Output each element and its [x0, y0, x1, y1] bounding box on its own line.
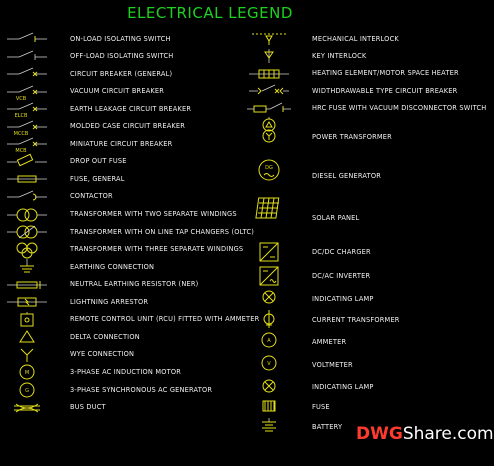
synchronous-generator-icon: [2, 381, 52, 398]
legend-item: [244, 354, 353, 376]
legend-item: [244, 47, 366, 64]
symbol-tag: MCCB: [13, 130, 29, 137]
legend-item: [2, 206, 237, 223]
legend-item: [244, 65, 459, 82]
symbol-tag: DG: [265, 165, 273, 172]
legend-item-label: DELTA CONNECTION: [70, 332, 140, 341]
legend-item-label: BUS DUCT: [70, 403, 106, 412]
off-load-isolating-switch-icon: [2, 48, 52, 65]
legend-item-label: 3-PHASE SYNCHRONOUS AC GENERATOR: [70, 385, 213, 394]
legend-item: [2, 381, 212, 398]
legend-item: [244, 30, 399, 47]
power-transformer-icon: [244, 117, 294, 157]
legend-item: [244, 288, 374, 310]
legend-item: [2, 293, 148, 310]
earth-leakage-breaker-icon: [2, 100, 52, 120]
legend-item-label: HEATING ELEMENT/MOTOR SPACE HEATER: [312, 69, 459, 78]
vacuum-circuit-breaker-icon: [2, 83, 52, 100]
legend-item-label: FUSE: [312, 403, 330, 411]
withdrawable-breaker-icon: [244, 82, 294, 99]
symbol-tag: MCB: [15, 148, 27, 155]
legend-item-label: CIRCUIT BREAKER (GENERAL): [70, 69, 173, 78]
contactor-icon: [2, 188, 52, 205]
legend-item: [244, 240, 371, 263]
legend-item: [2, 170, 125, 187]
legend-item-label: DROP OUT FUSE: [70, 157, 127, 166]
indicating-lamp-icon: [244, 377, 294, 397]
voltmeter-icon: [244, 354, 294, 376]
legend-item: [2, 83, 164, 100]
legend-item: [2, 346, 134, 363]
legend-item-label: LIGHTNING ARRESTOR: [70, 297, 149, 306]
legend-item-label: HRC FUSE WITH VACUUM DISCONNECTOR SWITCH: [312, 104, 487, 113]
current-transformer-icon: [244, 310, 294, 330]
legend-item-label: VOLTMETER: [312, 361, 353, 370]
key-interlock-icon: [244, 47, 294, 64]
legend-item-label: NEUTRAL EARTHING RESISTOR (NER): [70, 280, 199, 289]
watermark-logo: DWGShare.com: [356, 424, 494, 444]
bus-duct-icon: [2, 399, 52, 416]
legend-item-label: CONTACTOR: [70, 192, 113, 201]
legend-item-label: KEY INTERLOCK: [312, 51, 367, 60]
legend-item: [244, 264, 370, 288]
legend-item-label: EARTH LEAKAGE CIRCUIT BREAKER: [70, 104, 192, 113]
symbol-tag: G: [25, 388, 29, 394]
battery-icon: [244, 417, 294, 437]
legend-item-label: CURRENT TRANSFORMER: [312, 316, 400, 325]
solar-panel-icon: [244, 196, 294, 240]
diesel-generator-icon: [244, 157, 294, 195]
legend-item-label: BATTERY: [312, 423, 343, 432]
dc-dc-charger-icon: [244, 240, 294, 263]
heating-element-icon: [244, 65, 294, 82]
indicating-lamp-icon: [244, 288, 294, 310]
legend-item: [2, 328, 140, 345]
symbol-tag: M: [24, 370, 30, 377]
mechanical-interlock-icon: [244, 30, 294, 47]
symbol-tag: V: [267, 361, 271, 368]
two-winding-transformer-icon: [2, 206, 52, 223]
legend-item: [2, 311, 259, 328]
ammeter-icon: [244, 331, 294, 354]
symbol-tag: A: [267, 337, 271, 344]
legend-item: [2, 363, 181, 380]
legend-item-label: MOLDED CASE CIRCUIT BREAKER: [70, 122, 186, 131]
legend-item: [244, 82, 457, 99]
legend-item: [2, 30, 171, 47]
legend-item: [244, 331, 346, 354]
legend-item-label: ON-LOAD ISOLATING SWITCH: [70, 34, 171, 43]
legend-item: [2, 188, 113, 205]
legend-item-label: MINIATURE CIRCUIT BREAKER: [70, 139, 173, 148]
legend-item: [244, 417, 342, 437]
legend-item-label: MECHANICAL INTERLOCK: [312, 34, 399, 43]
legend-item-label: OFF-LOAD ISOLATING SWITCH: [70, 52, 174, 61]
legend-item-label: DC/DC CHARGER: [312, 247, 371, 256]
on-load-isolating-switch-icon: [2, 30, 52, 47]
legend-item-label: VACUUM CIRCUIT BREAKER: [70, 87, 165, 96]
neutral-earthing-resistor-icon: [2, 276, 52, 293]
legend-item-label: POWER TRANSFORMER: [312, 133, 392, 141]
legend-item: [244, 377, 374, 397]
legend-item: [244, 196, 359, 240]
legend-item-label: EARTHING CONNECTION: [70, 262, 155, 271]
earthing-connection-icon: [2, 258, 52, 275]
legend-item: [244, 397, 330, 417]
fuse-icon: [244, 397, 294, 417]
legend-item-label: 3-PHASE AC INDUCTION MOTOR: [70, 367, 182, 376]
oltc-transformer-icon: [2, 223, 52, 240]
legend-item-label: WYE CONNECTION: [70, 350, 135, 359]
legend-item: [244, 310, 400, 330]
legend-item: [2, 100, 192, 120]
legend-item-label: TRANSFORMER WITH THREE SEPARATE WINDINGS: [70, 245, 244, 254]
drop-out-fuse-icon: [2, 153, 52, 170]
legend-item: [2, 241, 243, 258]
legend-title: ELECTRICAL LEGEND: [127, 4, 293, 22]
legend-item: [244, 117, 392, 157]
wye-connection-icon: [2, 346, 52, 363]
legend-item-label: DIESEL GENERATOR: [312, 172, 381, 181]
legend-item-label: DC/AC INVERTER: [312, 271, 371, 280]
legend-item-label: WIDTHDRAWABLE TYPE CIRCUIT BREAKER: [312, 86, 458, 95]
legend-item-label: SOLAR PANEL: [312, 213, 360, 222]
hrc-fuse-vacuum-disconnector-icon: [244, 100, 294, 117]
legend-item: [2, 276, 198, 293]
circuit-breaker-icon: [2, 65, 52, 82]
legend-item: [2, 48, 173, 65]
legend-item: [2, 135, 173, 155]
dc-ac-inverter-icon: [244, 264, 294, 288]
fuse-general-icon: [2, 170, 52, 187]
legend-item: [244, 100, 486, 117]
legend-item: [2, 65, 172, 82]
symbol-tag: ELCB: [14, 113, 28, 120]
legend-item-label: INDICATING LAMP: [312, 382, 374, 391]
legend-item: [2, 399, 106, 416]
moulded-case-breaker-icon: [2, 118, 52, 135]
legend-item-label: REMOTE CONTROL UNIT (RCU) FITTED WITH AMMETER: [70, 315, 260, 324]
legend-item: [2, 118, 185, 135]
lightning-arrestor-icon: [2, 293, 52, 310]
legend-item-label: AMMETER: [312, 338, 347, 347]
rcu-ammeter-icon: [2, 311, 52, 328]
induction-motor-icon: [2, 363, 52, 380]
legend-item-label: TRANSFORMER WITH ON LINE TAP CHANGERS (OLTC): [70, 227, 255, 236]
legend-item-label: FUSE, GENERAL: [70, 174, 125, 183]
legend-item: [244, 157, 381, 195]
legend-item: [2, 153, 127, 170]
legend-item-label: INDICATING LAMP: [312, 295, 374, 303]
legend-item-label: TRANSFORMER WITH TWO SEPARATE WINDINGS: [70, 210, 237, 218]
legend-item: [2, 223, 254, 240]
legend-item: [2, 258, 154, 275]
three-winding-transformer-icon: [2, 241, 52, 258]
delta-connection-icon: [2, 328, 52, 345]
miniature-breaker-icon: [2, 135, 52, 155]
symbol-tag: VCB: [15, 95, 27, 102]
